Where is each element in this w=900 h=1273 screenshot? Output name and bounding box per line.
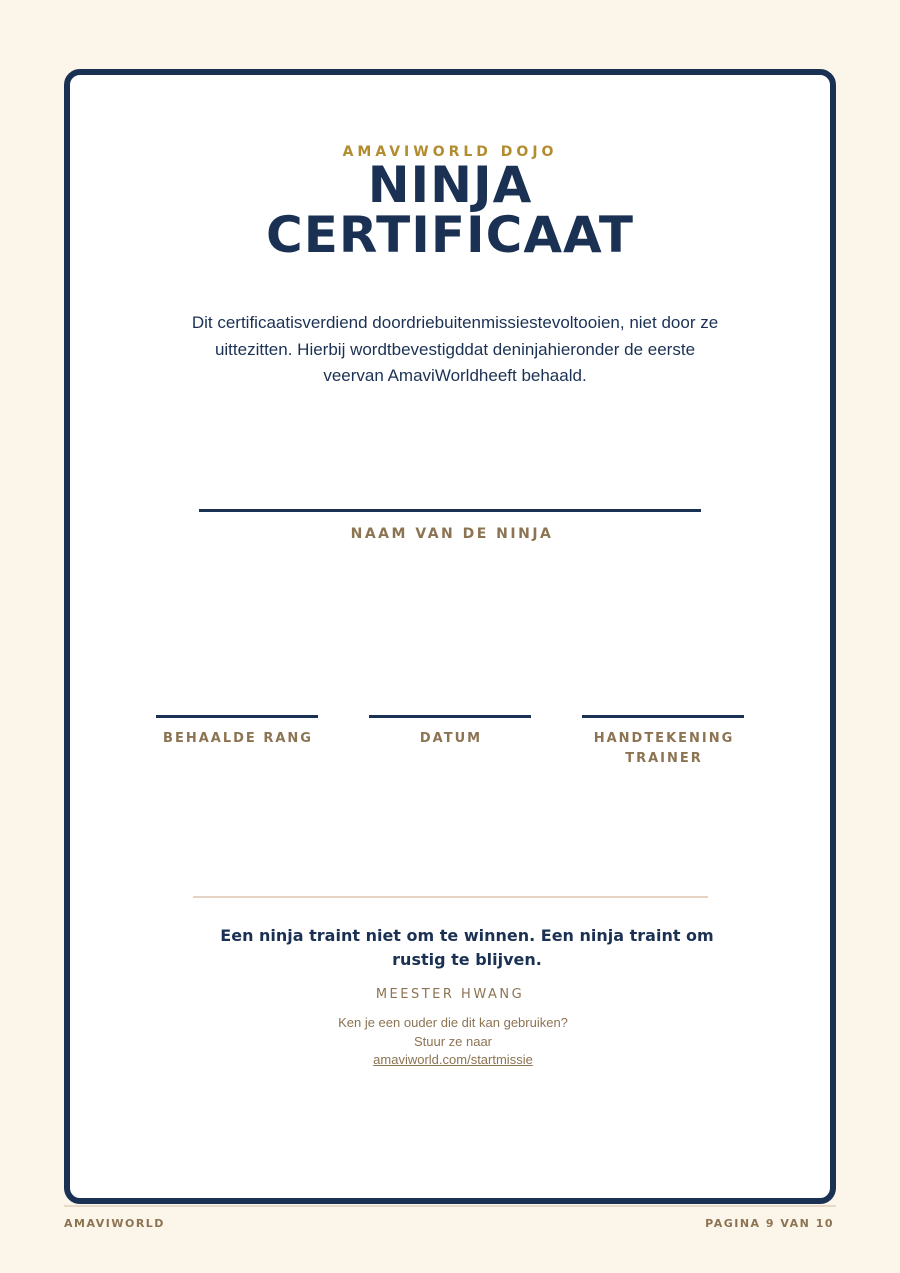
ninja-name-label: NAAM VAN DE NINJA (350, 526, 554, 542)
date-line (369, 715, 531, 718)
certificate-body: Dit certificaatisverdiend doordriebuitenmissiestevoltooien, niet door ze uittezitten. Hierbij wordtbevestigddat deninjahieronder de eerste veervan AmaviWorldheeft behaald. (191, 313, 719, 385)
dojo-eyebrow: AMAVIWORLD DOJO (342, 144, 558, 160)
footer-rule (64, 1205, 836, 1207)
share-note (0, 1014, 900, 1070)
share-note-line-2: Stuur ze naar (413, 1033, 493, 1049)
title-line-2: CERTIFICAAT (266, 206, 634, 264)
quote-divider (193, 896, 708, 898)
rank-line (156, 715, 318, 718)
quote-author: MEESTER HWANG (375, 987, 525, 1002)
trainer-signature-label: HANDTEKENING TRAINER (593, 731, 735, 766)
certificate-title (0, 156, 900, 264)
title-line-1: NINJA (367, 156, 533, 214)
ninja-name-line (199, 509, 701, 512)
share-note-line-1: Ken je een ouder die dit kan gebruiken? (338, 1015, 568, 1030)
date-label: DATUM (419, 731, 483, 746)
rank-label: BEHAALDE RANG (163, 731, 313, 746)
page-number: PAGINA 9 VAN 10 (705, 1217, 834, 1230)
trainer-signature-line (582, 715, 744, 718)
footer-brand: AMAVIWORLD (64, 1217, 165, 1230)
quote-text: Een ninja traint niet om te winnen. Een ninja traint om rustig te blijven. (220, 926, 714, 969)
share-link[interactable]: amaviworld.com/startmissie (373, 1052, 533, 1067)
